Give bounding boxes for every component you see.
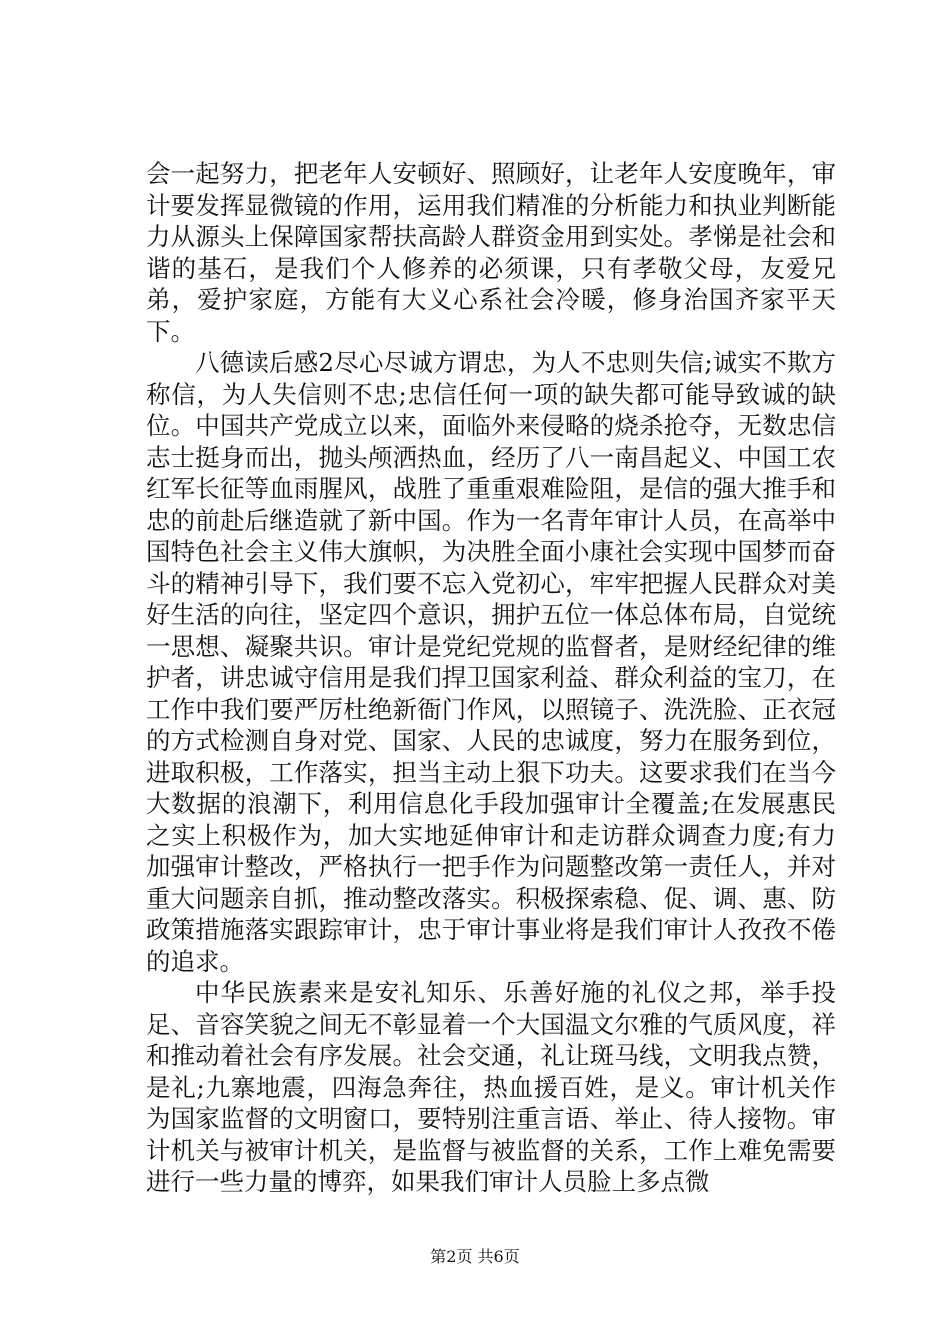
paragraph-3: 中华民族素来是安礼知乐、乐善好施的礼仪之邦，举手投足、音容笑貌之间无不彰显着一个大国温文尔雅的气质风度，祥和推动着社会有序发展。社会交通，礼让斑马线，文明我点赞，是礼;九寨地震，四海急奔往，热血援百姓，是义。审计机关作为国家监督的文明窗口，要特别注重言语、举止、待人接物。审计机关与被审计机关，是监督与被监督的关系，工作上难免需要进行一些力量的博弈，如果我们审计人员脸上多点微 (146, 978, 836, 1196)
page-number-footer: 第2页 共6页 (430, 1247, 520, 1266)
paragraph-2: 八德读后感2尽心尽诚方谓忠，为人不忠则失信;诚实不欺方称信，为人失信则不忠;忠信任何一项的缺失都可能导致诚的缺位。中国共产党成立以来，面临外来侵略的烧杀抢夺，无数忠信志士挺身而出，抛头颅洒热血，经历了八一南昌起义、中国工农红军长征等血雨腥风，战胜了重重艰难险阻，是信的强大推手和忠的前赴后继造就了新中国。作为一名青年审计人员，在高举中国特色社会主义伟大旗帜，为决胜全面小康社会实现中国梦而奋斗的精神引导下，我们要不忘入党初心，牢牢把握人民群众对美好生活的向往，坚定四个意识，拥护五位一体总体布局，自觉统一思想、凝聚共识。审计是党纪党规的监督者，是财经纪律的维护者，讲忠诚守信用是我们捍卫国家利益、群众利益的宝刀，在工作中我们要严厉杜绝新衙门作风，以照镜子、洗洗脸、正衣冠的方式检测自身对党、国家、人民的忠诚度，努力在服务到位，进取积极，工作落实，担当主动上狠下功夫。这要求我们在当今大数据的浪潮下，利用信息化手段加强审计全覆盖;在发展惠民之实上积极作为，加大实地延伸审计和走访群众调查力度;有力加强审计整改，严格执行一把手作为问题整改第一责任人，并对重大问题亲自抓，推动整改落实。积极探索稳、促、调、惠、防政策措施落实跟踪审计，忠于审计事业将是我们审计人孜孜不倦的追求。 (146, 348, 836, 976)
document-body (146, 158, 836, 1198)
paragraph-1: 会一起努力，把老年人安顿好、照顾好，让老年人安度晚年，审计要发挥显微镜的作用，运用我们精准的分析能力和执业判断能力从源头上保障国家帮扶高龄人群资金用到实处。孝悌是社会和谐的基石，是我们个人修养的必须课，只有孝敬父母，友爱兄弟，爱护家庭，方能有大义心系社会冷暖，修身治国齐家平天下。 (146, 159, 836, 346)
